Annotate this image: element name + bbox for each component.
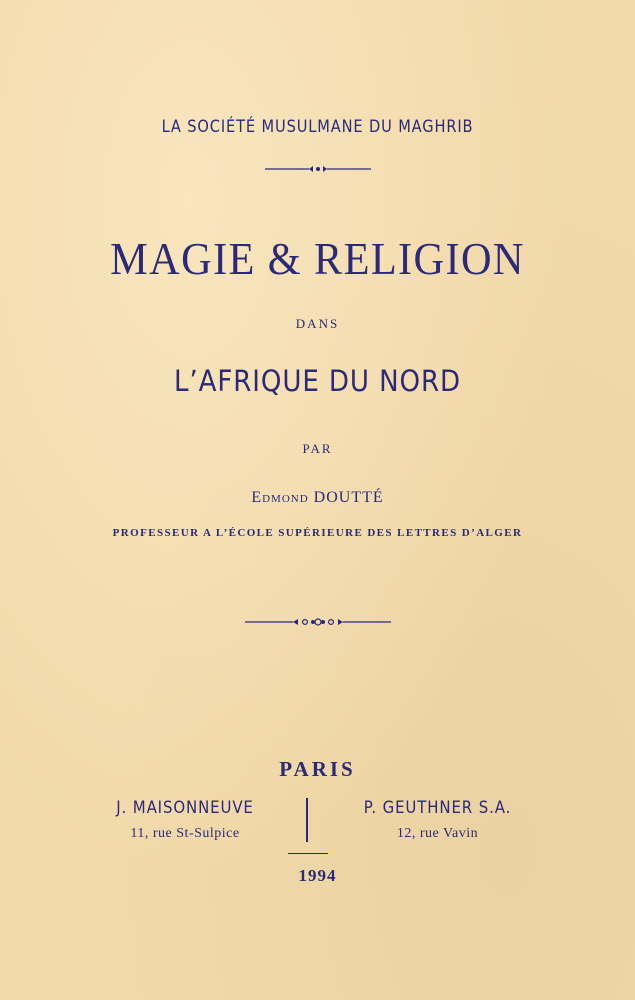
connector-dans: DANS <box>295 316 340 331</box>
society-heading: LA SOCIÉTÉ MUSULMANE DU MAGHRIB <box>161 117 474 137</box>
publication-year: 1994 <box>298 866 337 885</box>
publisher-left-name: J. MAISONNEUVE <box>116 798 254 818</box>
publisher-divider <box>306 798 308 842</box>
publishers-block <box>0 798 635 848</box>
author-title: PROFESSEUR A L’ÉCOLE SUPÉRIEURE DES LETTRES D’ALGER <box>112 527 523 539</box>
book-title: MAGIE & RELIGION <box>110 233 525 284</box>
publisher-left <box>80 798 290 842</box>
year-rule <box>288 853 328 854</box>
book-subtitle: L’AFRIQUE DU NORD <box>173 364 462 398</box>
author-name: Edmond DOUTTÉ <box>251 489 384 506</box>
fleuron-rule-icon <box>0 162 635 180</box>
connector-par: PAR <box>302 441 333 456</box>
publisher-left-address: 11, rue St-Sulpice <box>130 826 240 841</box>
publisher-right-address: 12, rue Vavin <box>396 826 479 841</box>
publisher-right-name: P. GEUTHNER S.A. <box>363 798 512 818</box>
beaded-fleuron-rule-icon <box>0 615 635 634</box>
publisher-right <box>330 798 545 842</box>
publication-city: PARIS <box>279 757 356 781</box>
